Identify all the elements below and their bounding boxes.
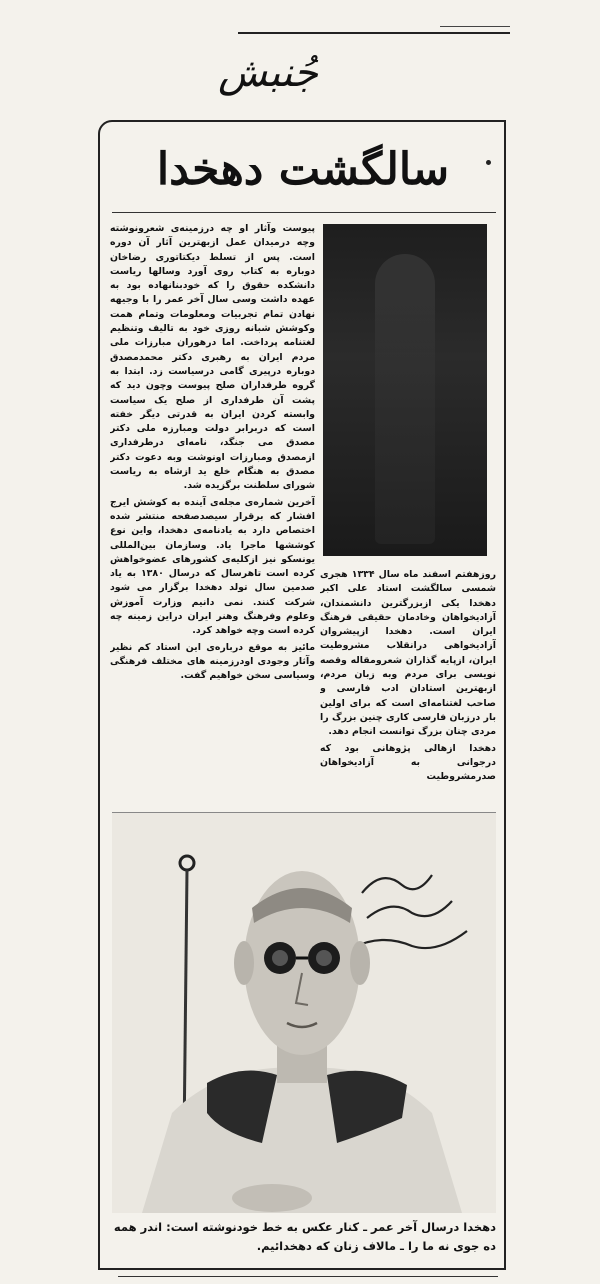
masthead-title: جُنبش: [218, 50, 318, 96]
masthead-rule: [238, 32, 510, 34]
paragraph: پیوست وآثار او چه درزمینه‌ی شعرونوشته وچه درمیدان عمل ازبهترین آثار آن دوره است. پس از تسلط دیکتاتوری رضاخان دوباره به کتاب روی آورد وسالها ریاست دانشکده حقوق را که خودبنانهاده بود به عهده داشت وسی سال آخر عمر را با وجیهه نهادن تمام تجربیات ومعلومات وتمام همت وکوشش شبانه روزی خود به تالیف وتنظیم لغتنامه پرداخت. اما درهوران مبارزات ملی مردم ایران به رهبری دکتر محمدمصدق دوباره درپیری گامی درسیاست زد. ابتدا به گروه طرفداران صلح پیوست وچون دید که پشت آن طرفداری از صلح یک سیاست وابسته کردن ایران به قدرتی دیگر خفته است که دربرابر دولت ومبارزه ملی دکتر مصدق می جنگد، نامه‌ای درطرفداری ازمصدق ومبارزات اونوشت وبه دعوت دکتر مصدق به هنگام خلع ید ازشاه به ریاست شورای سلطنت برگزیده شد.: [110, 223, 315, 492]
dehkhoda-photo-illustration: [112, 813, 496, 1213]
article-right-column: [320, 568, 496, 808]
portrait-figure: [375, 254, 435, 544]
article-left-column: [110, 222, 315, 812]
paragraph: آخرین شماره‌ی مجله‌ی آینده به کوشش ایرج افشار که برقرار سیصدصفحه منتشر شده اختصاص دارد به یادنامه‌ی دهخدا، واین نوع کوششها ماجرا یاد. وسازمان بین‌المللی یونسکو نیز ازکلیه‌ی کشورهای عضوخواهش کرده است تاهرسال که درسال ۱۳۸۰ به یاد صدمین سال تولد دهخدا برگزار می شود شرکت کنند. نمی دانیم وزارت آموزش وعلوم وفرهنگ وهنر ایران دراین زمینه چه کرده است وچه خواهد کرد.: [110, 496, 315, 637]
bottom-rule: [118, 1276, 498, 1277]
dehkhoda-photo: [112, 812, 496, 1213]
headline-rule: [112, 212, 496, 213]
article-headline: سالگشت دهخدا: [156, 144, 450, 195]
paragraph: مائیز به موقع درباره‌ی این استاد کم نظیر وآثار وجودی اودرزمینه های مختلف فرهنگی وسیاسی سخن خواهیم گفت.: [110, 641, 315, 682]
portrait-photo-small: [323, 224, 487, 556]
masthead-thin-rule: [440, 26, 510, 27]
paragraph: روزهفتم اسفند ماه سال ۱۳۳۴ هجری شمسی سالگشت استاد علی اکبر دهخدا یکی ازبزرگترین دانشمندان، آزادیخواهان وخادمان حقیقی فرهنگ ایران است. دهخدا ازپیشروان آزادیخواهی درانقلاب مشروطیت ایران، ازپایه گذاران شعرومقاله وقصه نویسی برای مردم وبه زبان مردم، ازبهترین استادان ادب فارسی و صاحب لغتنامه‌ای است که برای اولین بار درزبان فارسی کاری چنین بزرگ را مردی چنان بزرگ توانست انجام دهد.: [320, 569, 496, 738]
paragraph: دهخدا ازهالی پژوهانی بود که درجوانی به آزادیخواهان صدرمشروطیت: [320, 742, 496, 783]
photo-caption: دهخدا درسال آخر عمر ـ کنار عکس به خط خودنوشته است: اندر همه ده جوی نه ما را ـ مالاف زنان که دهخدائیم.: [113, 1220, 496, 1253]
